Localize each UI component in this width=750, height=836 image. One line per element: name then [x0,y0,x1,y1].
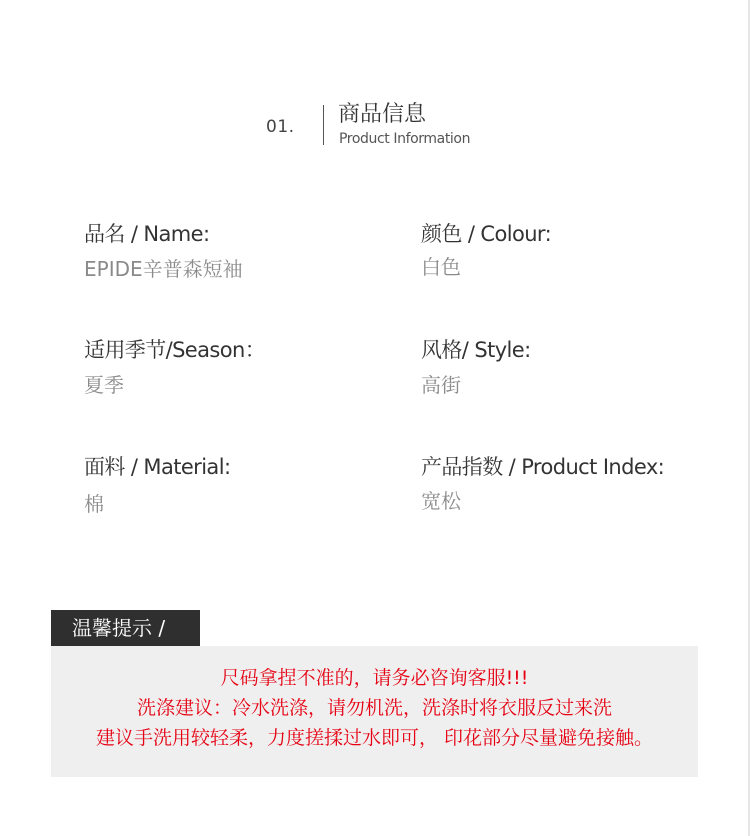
attr-style-label: 风格/ Style: [421,338,531,362]
section-title-cn: 商品信息 [338,102,427,127]
attr-season-value: 夏季 [84,373,124,397]
tips-line-1: 尺码拿捏不准的，请务必咨询客服!!! [220,667,529,689]
attr-index-label: 产品指数 / Product Index: [421,455,665,479]
tips-line-2: 洗涤建议：冷水洗涤，请勿机洗，洗涤时将衣服反过来洗 [136,697,612,719]
attr-name-value: EPIDE辛普森短袖 [84,257,243,281]
attr-colour-label: 颜色 / Colour: [421,222,552,246]
header-divider [323,105,324,145]
section-number: 01. [266,117,295,137]
attr-material-label: 面料 / Material: [84,455,231,479]
attr-index-value: 宽松 [421,489,461,513]
attr-name-label: 品名 / Name: [84,222,210,246]
section-title-en: Product Information [339,131,471,147]
attr-style-value: 高街 [421,373,461,397]
tips-tab: 温馨提示 / [51,610,200,646]
tips-line-3: 建议手洗用较轻柔，力度搓揉过水即可， 印花部分尽量避免接触。 [95,727,654,749]
attr-material-value: 棉 [84,492,104,516]
attr-colour-value: 白色 [421,255,461,279]
tips-box [51,646,698,777]
attr-season-label: 适用季节/Season： [84,338,266,362]
